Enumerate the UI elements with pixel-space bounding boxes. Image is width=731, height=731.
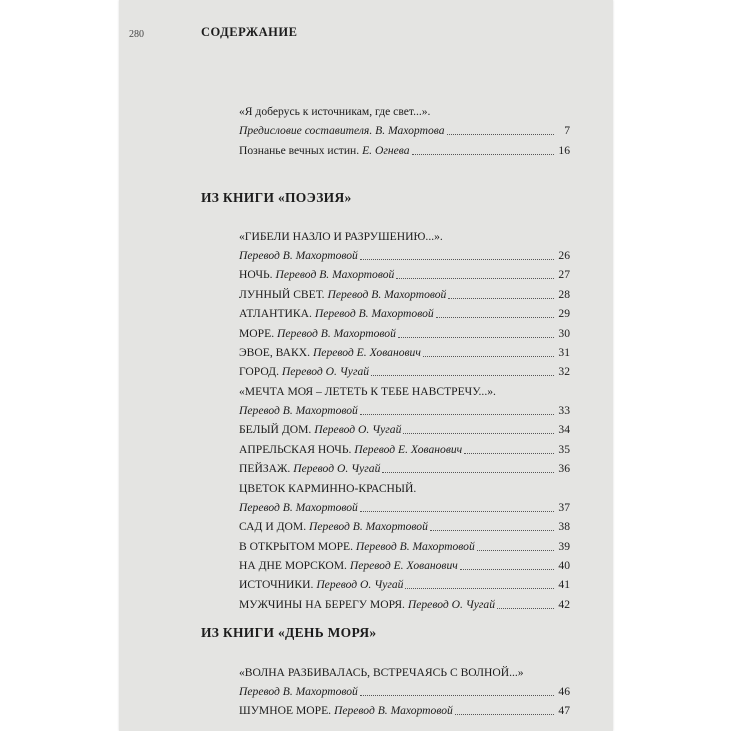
toc-entry	[239, 100, 570, 118]
toc-entry-title: «Я доберусь к источникам, где свет...».	[239, 105, 431, 119]
toc-entry-title: МОРЕ.	[239, 327, 275, 341]
toc-entry-translator: Перевод В. Махортовой	[314, 307, 434, 321]
toc-entry	[239, 418, 570, 436]
toc-entry-translator: Перевод В. Махортовой	[275, 268, 395, 282]
toc-entry-translator: Е. Огнева	[362, 144, 410, 158]
toc-entry	[239, 283, 570, 301]
toc-entry-page: 41	[558, 578, 570, 592]
toc-entry	[239, 554, 570, 572]
toc-entry-translator: Перевод В. Махортовой	[239, 685, 358, 699]
toc-entry	[239, 244, 570, 262]
toc-entry-translator: Перевод В. Махортовой	[239, 249, 358, 263]
toc-entry-page: 47	[558, 704, 570, 718]
toc-entry-title: ЦВЕТОК КАРМИННО-КРАСНЫЙ.	[239, 482, 417, 496]
toc-entry	[239, 302, 570, 320]
toc-entry-title: НОЧЬ.	[239, 268, 273, 282]
toc-entry-translator: Перевод Е. Хованович	[354, 443, 463, 457]
toc-entry	[239, 139, 570, 157]
toc-entry-title: В ОТКРЫТОМ МОРЕ.	[239, 540, 353, 554]
toc-entry-page: 33	[558, 404, 570, 418]
toc-entry-title: ЭВОЕ, ВАКХ.	[239, 346, 311, 360]
toc-entry	[239, 457, 570, 475]
toc-entry-title: АТЛАНТИКА.	[239, 307, 312, 321]
toc-entry	[239, 119, 570, 137]
toc-entry	[239, 322, 570, 340]
toc-entry-text	[239, 328, 396, 340]
dot-leader	[382, 472, 554, 473]
toc-entry-text	[239, 686, 358, 698]
toc-entry-translator: Перевод О. Чугай	[314, 423, 402, 437]
book-page	[119, 0, 613, 731]
dot-leader	[477, 550, 554, 551]
toc-entry-text	[239, 347, 421, 359]
toc-entry-title: БЕЛЫЙ ДОМ.	[239, 423, 312, 437]
page-number: 280	[129, 29, 144, 40]
section-heading-day-of-sea: ИЗ КНИГИ «ДЕНЬ МОРЯ»	[201, 625, 377, 640]
dot-leader	[464, 453, 554, 454]
toc-entry-text	[239, 599, 495, 611]
toc-entry-page: 38	[558, 520, 570, 534]
toc-entry-title: ПЕЙЗАЖ.	[239, 462, 291, 476]
dot-leader	[497, 608, 554, 609]
toc-entry-page: 26	[558, 249, 570, 263]
toc-entry-page: 39	[558, 540, 570, 554]
toc-entry-page: 32	[558, 365, 570, 379]
toc-entry-title: ЛУННЫЙ СВЕТ.	[239, 288, 325, 302]
toc-entry-text	[239, 289, 446, 301]
toc-entry-text	[239, 579, 403, 591]
dot-leader	[423, 356, 554, 357]
toc-entry-title: АПРЕЛЬСКАЯ НОЧЬ.	[239, 443, 352, 457]
toc-entry-page: 46	[558, 685, 570, 699]
toc-entry-text	[239, 405, 358, 417]
dot-leader	[405, 588, 554, 589]
toc-entry-page: 42	[558, 598, 570, 612]
dot-leader	[360, 511, 554, 512]
toc-entry-text	[239, 705, 453, 717]
toc-entry-page: 16	[558, 144, 570, 158]
toc-entry-text	[239, 667, 524, 679]
toc-entry-text	[239, 386, 496, 398]
dot-leader	[360, 695, 554, 696]
toc-entry-title: ГОРОД.	[239, 365, 279, 379]
toc-entry-text	[239, 444, 462, 456]
toc-entry-title: ШУМНОЕ МОРЕ.	[239, 704, 332, 718]
toc-entry-translator: Перевод В. Махортовой	[333, 704, 453, 718]
dot-leader	[430, 530, 554, 531]
toc-entry-text	[239, 424, 401, 436]
toc-entry-page: 36	[558, 462, 570, 476]
toc-entry-text	[239, 145, 410, 157]
toc-entry-translator: Перевод В. Махортовой	[239, 501, 358, 515]
toc-entry-page: 31	[558, 346, 570, 360]
toc-entry	[239, 573, 570, 591]
toc-entry-text	[239, 502, 358, 514]
toc-entry-title: «МЕЧТА МОЯ – ЛЕТЕТЬ К ТЕБЕ НАВСТРЕЧУ...».	[239, 385, 496, 399]
section-heading-poetry: ИЗ КНИГИ «ПОЭЗИЯ»	[201, 190, 352, 205]
dot-leader	[396, 278, 554, 279]
toc-entry-translator: Перевод В. Махортовой	[277, 327, 396, 341]
toc-entry-translator: Перевод В. Махортовой	[355, 540, 475, 554]
toc-entry-translator: Перевод В. Махортовой	[239, 404, 358, 418]
toc-entry-translator: Перевод О. Чугай	[316, 578, 404, 592]
toc-entry	[239, 680, 570, 698]
toc-entry	[239, 225, 570, 243]
toc-entry	[239, 477, 570, 495]
dot-leader	[412, 154, 555, 155]
toc-entry-page: 29	[558, 307, 570, 321]
toc-entry-text	[239, 560, 458, 572]
toc-entry-text	[239, 269, 394, 281]
toc-entry	[239, 661, 570, 679]
toc-entry	[239, 535, 570, 553]
toc-entry	[239, 341, 570, 359]
toc-entry-page: 37	[558, 501, 570, 515]
toc-entry-text	[239, 250, 358, 262]
toc-entry-page: 34	[558, 423, 570, 437]
toc-entry-page: 28	[558, 288, 570, 302]
toc-entry-title: МУЖЧИНЫ НА БЕРЕГУ МОРЯ.	[239, 598, 405, 612]
dot-leader	[371, 375, 554, 376]
toc-entry-title: Познанье вечных истин.	[239, 144, 360, 158]
dot-leader	[447, 134, 555, 135]
toc-entry	[239, 263, 570, 281]
toc-entry-translator: Перевод В. Махортовой	[327, 288, 447, 302]
toc-entry-title: ИСТОЧНИКИ.	[239, 578, 314, 592]
dot-leader	[448, 298, 554, 299]
toc-entry	[239, 515, 570, 533]
toc-entry	[239, 380, 570, 398]
toc-entry-title: «ГИБЕЛИ НАЗЛО И РАЗРУШЕНИЮ...».	[239, 230, 443, 244]
toc-entry-title: НА ДНЕ МОРСКОМ.	[239, 559, 347, 573]
toc-entry-page: 27	[558, 268, 570, 282]
toc-entry-text	[239, 521, 428, 533]
toc-entry-page: 30	[558, 327, 570, 341]
toc-entry-text	[239, 366, 369, 378]
toc-entry-page: 35	[558, 443, 570, 457]
toc-entry-text	[239, 541, 475, 553]
dot-leader	[455, 714, 554, 715]
toc-entry-title: «ВОЛНА РАЗБИВАЛАСЬ, ВСТРЕЧАЯСЬ С ВОЛНОЙ...»	[239, 666, 524, 680]
table-of-contents	[119, 0, 613, 731]
toc-entry-translator: Перевод О. Чугай	[281, 365, 370, 379]
running-head: СОДЕРЖАНИЕ	[201, 25, 298, 39]
toc-entry	[239, 438, 570, 456]
dot-leader	[360, 259, 554, 260]
toc-entry-translator: Перевод О. Чугай	[293, 462, 381, 476]
toc-entry-text	[239, 125, 445, 137]
toc-entry	[239, 496, 570, 514]
toc-entry	[239, 399, 570, 417]
toc-entry-text	[239, 308, 434, 320]
toc-entry-text	[239, 106, 430, 118]
toc-entry	[239, 360, 570, 378]
toc-entry-page: 7	[564, 124, 570, 138]
toc-entry-translator: Перевод О. Чугай	[407, 598, 496, 612]
toc-entry	[239, 699, 570, 717]
toc-entry	[239, 593, 570, 611]
dot-leader	[360, 414, 554, 415]
toc-entry-translator: Предисловие составителя. В. Махортова	[239, 124, 445, 138]
toc-entry-translator: Перевод Е. Хованович	[312, 346, 421, 360]
toc-entry-text	[239, 231, 443, 243]
dot-leader	[460, 569, 554, 570]
dot-leader	[436, 317, 554, 318]
toc-entry-translator: Перевод Е. Хованович	[349, 559, 458, 573]
toc-entry-translator: Перевод В. Махортовой	[309, 520, 428, 534]
dot-leader	[403, 433, 554, 434]
toc-entry-text	[239, 463, 380, 475]
toc-entry-text	[239, 483, 416, 495]
dot-leader	[398, 337, 554, 338]
toc-entry-page: 40	[558, 559, 570, 573]
toc-entry-title: САД И ДОМ.	[239, 520, 307, 534]
